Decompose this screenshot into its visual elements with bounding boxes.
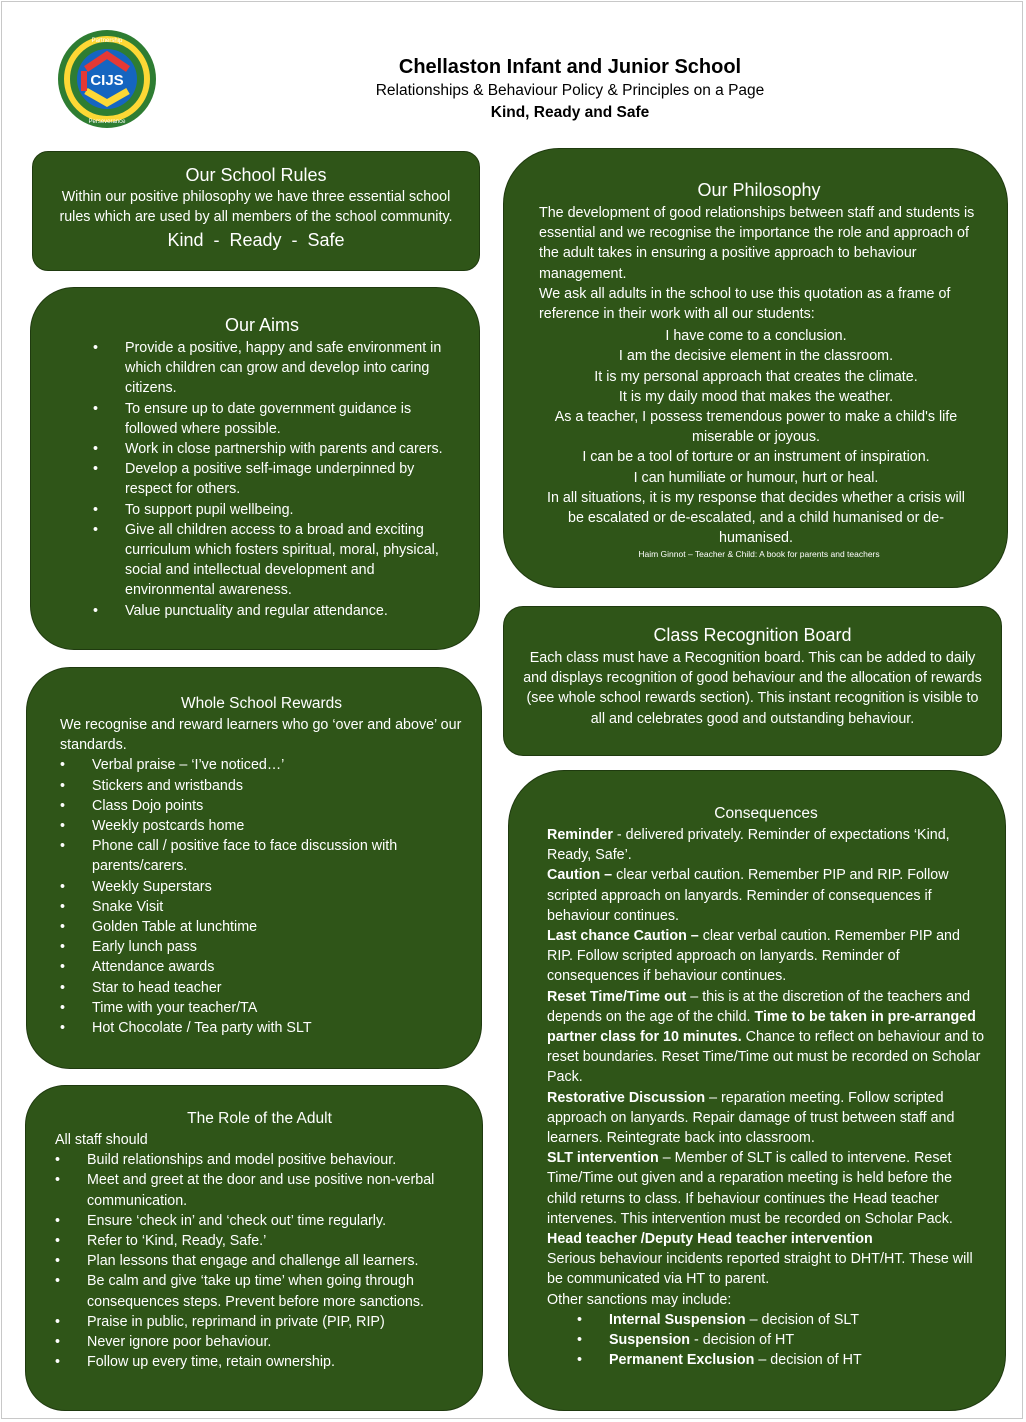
rewards-item: • Hot Chocolate / Tea party with SLT xyxy=(60,1018,463,1038)
quote-line: I have come to a conclusion. xyxy=(665,328,847,345)
page-title: Chellaston Infant and Junior School xyxy=(398,56,742,78)
school-rules-trio: Kind - Ready - Safe xyxy=(167,230,345,251)
philosophy-heading: Our Philosophy xyxy=(697,180,821,200)
head-teacher-text: Serious behaviour incidents reported straight to DHT/HT. These will be communicated via HT to parent. xyxy=(547,1251,973,1288)
rewards-item: • Weekly Superstars xyxy=(60,877,463,897)
consequences-heading: Consequences xyxy=(714,805,818,822)
last-chance-title: Last chance Caution – xyxy=(547,928,699,945)
rewards-item: • Class Dojo points xyxy=(60,796,463,816)
sanction-item xyxy=(547,1330,985,1350)
consequence-reminder xyxy=(547,825,985,865)
quote-line: It is my daily mood that makes the weather. xyxy=(618,388,894,405)
rewards-intro: We recognise and reward learners who go ‘over and above’ our standards. xyxy=(60,717,462,754)
aims-item: • To ensure up to date government guidance is followed where possible. xyxy=(65,399,459,439)
role-list xyxy=(55,1150,464,1372)
school-rules-panel xyxy=(32,151,480,271)
quote-line: In all situations, it is my response that decides whether a crisis will be escalated or de-escalated, and a child humanised or de-humanised. xyxy=(547,489,965,547)
role-item: • Plan lessons that engage and challenge all learners. xyxy=(55,1251,464,1271)
quote-line: I am the decisive element in the classroom. xyxy=(618,348,894,365)
quote-source: Haim Ginnot – Teacher & Child: A book for parents and teachers xyxy=(638,549,880,560)
rewards-item: • Golden Table at lunchtime xyxy=(60,917,463,937)
role-item: • Follow up every time, retain ownership. xyxy=(55,1352,464,1372)
slt-text: – Member of SLT is called to intervene. Reset Time/Time out given and a reparation meeting is held before the child returns to class. If behaviour continues the Head teacher intervenes. This intervention must be recorded on Scholar Pack. xyxy=(547,1150,953,1227)
recognition-heading: Class Recognition Board xyxy=(653,625,852,645)
sanction-title: Internal Suspension xyxy=(609,1311,746,1328)
aims-panel xyxy=(30,287,480,650)
logo-initials: CIJS xyxy=(90,72,124,89)
philosophy-panel xyxy=(503,148,1008,588)
consequence-reset xyxy=(547,987,985,1088)
rewards-item: • Weekly postcards home xyxy=(60,816,463,836)
slt-title: SLT intervention xyxy=(547,1150,659,1167)
philosophy-paragraph: We ask all adults in the school to use this quotation as a frame of reference in their work with all our students: xyxy=(539,285,951,323)
rewards-item: • Verbal praise – ‘I’ve noticed…’ xyxy=(60,755,463,775)
school-logo xyxy=(56,29,158,129)
recognition-text: Each class must have a Recognition board. This can be added to daily and displays recognition of good behaviour and the allocation of rewards (see whole school rewards section). This instant recognition is visible to all and celebrates good and outstanding behaviour. xyxy=(523,650,982,727)
logo-word-perseverance: Perseverance xyxy=(88,119,126,125)
school-rules-text: Within our positive philosophy we have three essential school rules which are used by all members of the school community. xyxy=(59,189,453,226)
last-chance-text: clear verbal caution. Remember PIP and RIP. Follow scripted approach on lanyards. Reminder of consequences if behaviour continues. xyxy=(547,928,960,985)
quote-line: I can be a tool of torture or an instrument of inspiration. xyxy=(582,449,930,466)
rewards-list xyxy=(60,755,463,1038)
role-heading: The Role of the Adult xyxy=(187,1110,332,1127)
aims-item: • Give all children access to a broad and exciting curriculum which fosters spiritual, moral, physical, social and intellectual development and environmental awareness. xyxy=(65,520,459,601)
role-item: • Never ignore poor behaviour. xyxy=(55,1332,464,1352)
page-motto: Kind, Ready and Safe xyxy=(490,104,650,121)
role-item: • Meet and greet at the door and use positive non-verbal communication. xyxy=(55,1170,464,1210)
sanctions-list xyxy=(547,1310,985,1371)
quote-line: I can humiliate or humour, hurt or heal. xyxy=(633,469,879,486)
caution-text: clear verbal caution. Remember PIP and RIP. Follow scripted approach on lanyards. Reminder of consequences if behaviour continues. xyxy=(547,867,949,924)
rewards-item: • Star to head teacher xyxy=(60,978,463,998)
reset-text: – this is at the discretion of the teachers and depends on the age of the child. xyxy=(547,988,971,1025)
rewards-panel xyxy=(26,667,482,1069)
sanction-detail: – decision of HT xyxy=(754,1352,862,1369)
sanction-item xyxy=(547,1310,985,1330)
consequence-slt xyxy=(547,1148,985,1229)
sanction-title: Suspension xyxy=(609,1332,691,1349)
other-sanctions-text: Other sanctions may include: xyxy=(547,1291,732,1308)
rewards-heading: Whole School Rewards xyxy=(180,695,343,712)
aims-item: • Work in close partnership with parents and carers. xyxy=(65,439,459,459)
reset-text-end: Chance to reflect on behaviour and to reset boundaries. Reset Time/Time out must be recorded on Scholar Pack. xyxy=(547,1029,985,1086)
aims-list xyxy=(65,338,459,621)
aims-item: • Value punctuality and regular attendance. xyxy=(65,601,459,621)
quote-line: As a teacher, I possess tremendous power to make a child's life miserable or joyous. xyxy=(554,409,958,446)
role-item: • Build relationships and model positive behaviour. xyxy=(55,1150,464,1170)
rewards-item: • Stickers and wristbands xyxy=(60,776,463,796)
role-item: • Ensure ‘check in’ and ‘check out’ time regularly. xyxy=(55,1211,464,1231)
aims-item: • Develop a positive self-image underpinned by respect for others. xyxy=(65,459,459,499)
philosophy-paragraph: The development of good relationships between staff and students is essential and we recognise the importance the role and approach of the adult takes in ensuring a positive approach to behaviour management. xyxy=(539,205,975,282)
role-item: • Praise in public, reprimand in private (PIP, RIP) xyxy=(55,1312,464,1332)
reminder-title: Reminder xyxy=(547,827,613,843)
aims-item: • Provide a positive, happy and safe environment in which children can grow and develop into caring citizens. xyxy=(65,338,459,399)
role-item: • Be calm and give ‘take up time’ when going through consequences steps. Prevent before more sanctions. xyxy=(55,1271,464,1311)
consequence-restorative xyxy=(547,1088,985,1149)
head-teacher-title: Head teacher /Deputy Head teacher intervention xyxy=(547,1231,873,1248)
restorative-title: Restorative Discussion xyxy=(547,1089,706,1106)
page-subtitle: Relationships & Behaviour Policy & Principles on a Page xyxy=(375,82,765,99)
reset-title: Reset Time/Time out xyxy=(547,988,687,1005)
sanction-detail: - decision of HT xyxy=(690,1332,795,1349)
restorative-text: – reparation meeting. Follow scripted approach on lanyards. Repair damage of trust between staff and learners. Reintegrate back into classroom. xyxy=(547,1089,955,1147)
rewards-item: • Snake Visit xyxy=(60,897,463,917)
rewards-item: • Time with your teacher/TA xyxy=(60,998,463,1018)
consequences-panel xyxy=(508,770,1006,1411)
caution-title: Caution – xyxy=(547,867,613,884)
quote-line: It is my personal approach that creates the climate. xyxy=(594,368,918,385)
recognition-board-panel xyxy=(503,606,1002,756)
reset-text-bold: Time to be taken in pre-arranged partner class for 10 minutes. xyxy=(547,1008,976,1046)
rewards-item: • Early lunch pass xyxy=(60,937,463,957)
sanction-item xyxy=(547,1350,985,1370)
sanction-title: Permanent Exclusion xyxy=(609,1352,755,1369)
consequence-last-chance xyxy=(547,926,985,987)
school-rules-heading: Our School Rules xyxy=(185,165,327,185)
logo-word-partnership: Partnership xyxy=(91,38,123,44)
role-item: • Refer to ‘Kind, Ready, Safe.’ xyxy=(55,1231,464,1251)
aims-item: • To support pupil wellbeing. xyxy=(65,500,459,520)
consequence-caution xyxy=(547,865,985,926)
role-of-adult-panel xyxy=(25,1085,483,1411)
reminder-text: - delivered privately. Reminder of expectations ‘Kind, Ready, Safe’. xyxy=(547,827,950,864)
rewards-item: • Phone call / positive face to face discussion with parents/carers. xyxy=(60,836,463,876)
rewards-item: • Attendance awards xyxy=(60,957,463,977)
aims-heading: Our Aims xyxy=(224,315,299,335)
philosophy-quote xyxy=(539,326,979,548)
sanction-detail: – decision of SLT xyxy=(745,1311,860,1328)
page-header xyxy=(330,54,810,124)
role-intro: All staff should xyxy=(55,1132,148,1148)
